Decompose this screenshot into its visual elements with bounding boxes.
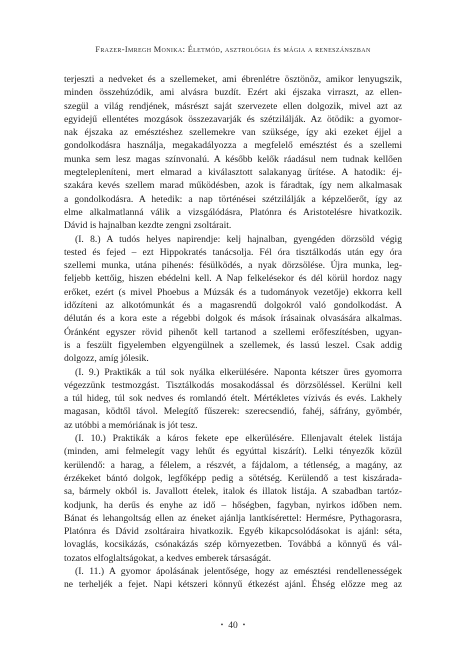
page-number: [0, 621, 466, 631]
text-line: nak éjszaka az emésztéshez szellemekre van szüksége, így aki ezeket éjjel a: [64, 127, 402, 139]
text-line: szakára kevés szellem marad működésben, azok is fáradtak, így nem alkalmasak: [64, 180, 402, 192]
text-line: (I. 10.) Praktikák a káros fekete epe elkerülésére. Ellenjavalt ételek listája: [75, 433, 402, 445]
text-line: erőket, ezért (s mivel Phoebus a Múzsák és a tudományok vezetője) ekkorra kell: [64, 286, 402, 298]
text-line: (I. 8.) A tudós helyes napirendje: kelj hajnalban, gyengéden dörzsöld végig: [75, 233, 402, 245]
text-line: délután és a kora este a régebbi dolgok és mások írásainak olvasására alkalmas.: [64, 313, 402, 325]
text-line: a gondolkodásra. A hetedik: a nap történései szétzilálják a képzelőerőt, így az: [64, 193, 402, 205]
text-line: megtelepleníteni, mert elmarad a kiválasztott salakanyag ürítése. A hatodik: éj-: [64, 167, 402, 179]
text-line: Dávid is hajnalban kezdte zengni zsoltárait.: [64, 220, 232, 232]
text-line: kerülendő: a harag, a félelem, a részvét, a fájdalom, a tétlenség, a magány, az: [64, 459, 402, 471]
text-line: gondolkodásra használja, megakadályozza a megfelelő emésztést és a szellemi: [64, 140, 402, 152]
text-line: egyidejű ellentétes mozgások összezavarják és szétzilálják. Az ötödik: a gyomor-: [64, 113, 402, 125]
text-line: lovaglás, kocsikázás, csónakázás szép környezetben. Továbbá a könnyű és vál-: [64, 539, 402, 551]
text-line: szegül a világ rendjének, másrészt saját szervezete ellen dolgozik, mivel azt az: [64, 100, 402, 112]
body-text: [64, 73, 402, 592]
folio-ornament-left: •: [220, 621, 224, 629]
text-line: kodjunk, ha derűs és enyhe az idő – hőségben, fagyban, nyirkos időben nem.: [64, 499, 402, 511]
text-line: időzíteni az alkotómunkát és a magasrendű dolgokról való gondolkodást. A: [64, 300, 402, 312]
text-line: ne terheljék a fejet. Napi kétszeri könnyű étkezést ajánl. Éhség előzze meg az: [64, 579, 402, 591]
text-line: magasan, ködtől távol. Melegítő fűszerek: szerecsendió, fahéj, sáfrány, gyömbér,: [64, 406, 402, 418]
text-line: érzékeket bántó dolgok, legfőképp pedig a sötétség. Kerülendő a test kiszárada-: [64, 472, 402, 484]
text-line: minden összehúzódik, ami alvásra buzdít. Ezért aki éjszaka virraszt, az ellen-: [64, 87, 402, 99]
text-line: (I. 11.) A gyomor ápolásának jelentősége, hogy az emésztési rendellenességek: [75, 565, 402, 577]
text-line: (I. 9.) Praktikák a túl sok nyálka elkerülésére. Naponta kétszer üres gyomorra: [75, 366, 402, 378]
text-line: végezzünk testmozgást. Tisztálkodás mosakodással és dörzsöléssel. Kerülni kell: [64, 379, 402, 391]
text-line: a túl hideg, túl sok nedves és romlandó ételt. Mértékletes vízivás és evés. Lakhely: [64, 393, 402, 405]
text-line: Platónra és Dávid zsoltáraira hivatkozik. Egyéb kikapcsolódásokat is ajánl: séta,: [64, 526, 402, 538]
text-line: is a feszült figyelemben elgyengülnek a szellemek, és lassú leszel. Csak addig: [64, 339, 402, 351]
text-line: szellemi munka, utána pihenés: fésülködés, a nyak dörzsölése. Újra munka, leg-: [64, 260, 402, 272]
text-line: tozatos elfoglaltságokat, a kedves emberek társaságát.: [64, 552, 271, 564]
running-header: Frazer-Imregh Monika: Életmód, asztrológia és mágia a reneszánszban: [95, 45, 371, 54]
text-line: feljebb kettőig, hiszen ebédelni kell. A Nap felkelésekor és dél körül hordoz nagy: [64, 273, 402, 285]
text-line: elme alkalmatlanná válik a vizsgálódásra, Platónra és Aristotelésre hivatkozik.: [64, 206, 402, 218]
text-line: dolgozz, amíg jólesik.: [64, 353, 149, 365]
text-line: tested és fejed – ezt Hippokratés tanácsolja. Fél óra tisztálkodás után egy óra: [64, 246, 402, 258]
text-line: az utóbbi a memóriának is jót tesz.: [64, 419, 198, 431]
text-line: sa, bármely okból is. Javallott ételek, italok és illatok listája. A szabadban tartóz-: [64, 486, 402, 498]
text-line: Óránként egyszer rövid pihenőt kell tartanod a szellemi erőfeszítésben, ugyan-: [64, 326, 402, 338]
page-number-value: 40: [228, 621, 238, 631]
folio-ornament-right: •: [242, 621, 246, 629]
text-line: (minden, ami felmelegít vagy lehűt és egyúttal kiszárít). Lelki tényezők közül: [64, 446, 402, 458]
text-line: terjeszti a nedveket és a szellemeket, ami ébrenlétre ösztönöz, amikor lenyugszik,: [64, 74, 402, 85]
text-line: Bánat és lehangoltság ellen az éneket ajánlja lantkísérettel: Hermésre, Pythagorasra,: [64, 512, 402, 524]
text-line: munka sem lesz magas színvonalú. A később kelők ráadásul nem tudnak kellően: [64, 153, 402, 165]
